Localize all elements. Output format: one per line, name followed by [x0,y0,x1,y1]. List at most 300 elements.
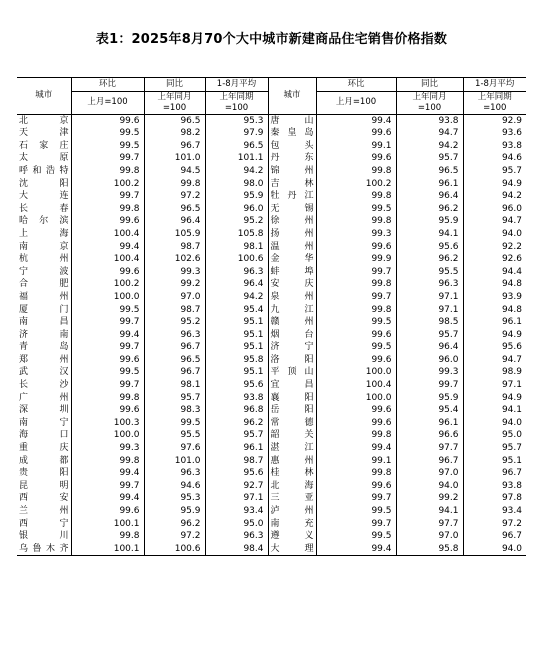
mom-cell-right: 99.6 [316,127,396,140]
avg-cell-right: 93.9 [463,291,526,304]
avg-cell-left: 92.7 [205,480,268,493]
yoy-cell-right: 99.7 [396,379,463,392]
city-cell-right: 大理 [268,543,316,556]
yoy-cell-right: 99.2 [396,492,463,505]
yoy-cell-left: 99.8 [144,178,205,191]
avg-header-left: 1-8月平均 [205,78,268,92]
mom-cell-right: 99.6 [316,480,396,493]
table-row [17,429,526,442]
table-row [17,505,526,518]
mom-cell-left: 99.6 [71,404,144,417]
city-cell-left: 杭州 [19,254,69,265]
city-cell-left: 沈阳 [19,178,69,189]
yoy-cell-left: 100.6 [144,543,205,556]
table-row [17,366,526,379]
city-cell-left: 济南 [19,329,69,340]
yoy-cell-right: 95.6 [396,241,463,254]
avg-cell-right: 94.0 [463,228,526,241]
table-row [17,480,526,493]
avg-cell-left: 96.4 [205,278,268,291]
city-cell-left: 深圳 [19,405,69,416]
mom-cell-right: 99.8 [316,215,396,228]
mom-cell-left: 100.0 [71,291,144,304]
mom-cell-left: 99.8 [71,203,144,216]
avg-cell-left: 95.1 [205,366,268,379]
city-cell-right: 温州 [268,241,316,254]
avg-cell-left: 95.1 [205,316,268,329]
yoy-cell-right: 97.7 [396,518,463,531]
yoy-cell-left: 98.7 [144,241,205,254]
yoy-cell-left: 96.5 [144,114,205,127]
mom-cell-right: 99.4 [316,543,396,556]
table-row [17,203,526,216]
table-row [17,304,526,317]
yoy-cell-right: 97.7 [396,442,463,455]
avg-cell-left: 96.8 [205,404,268,417]
city-header-left: 城市 [17,78,71,115]
mom-cell-left: 99.6 [71,114,144,127]
yoy-cell-right: 96.2 [396,203,463,216]
city-cell-right: 唐山 [268,114,316,127]
city-cell-right: 蚌埠 [268,266,316,279]
city-cell-right: 宜昌 [268,379,316,392]
city-cell-right: 徐州 [268,215,316,228]
yoy-cell-left: 97.0 [144,291,205,304]
table-row [17,241,526,254]
avg-cell-right: 96.1 [463,316,526,329]
avg-cell-right: 94.7 [463,354,526,367]
table-row [17,190,526,203]
city-cell-left: 贵阳 [19,468,69,479]
city-cell-left: 郑州 [19,354,69,365]
yoy-cell-right: 94.7 [396,127,463,140]
city-cell-right: 锦州 [268,165,316,178]
table-row [17,228,526,241]
table-row [17,392,526,405]
city-cell-right: 金华 [268,253,316,266]
mom-cell-right: 100.0 [316,392,396,405]
city-cell-right: 吉林 [268,178,316,191]
yoy-cell-right: 94.0 [396,480,463,493]
city-cell-right: 平顶山 [268,366,316,379]
mom-cell-right: 99.5 [316,316,396,329]
mom-cell-left: 99.7 [71,341,144,354]
avg-cell-right: 94.8 [463,278,526,291]
yoy-cell-left: 95.9 [144,505,205,518]
mom-cell-left: 99.7 [71,190,144,203]
mom-header-left: 环比 [71,78,144,92]
city-cell-right: 湛江 [268,442,316,455]
avg-cell-right: 94.0 [463,543,526,556]
avg-cell-left: 95.7 [205,429,268,442]
table-row [17,165,526,178]
mom-cell-right: 99.5 [316,203,396,216]
yoy-cell-right: 94.1 [396,228,463,241]
city-cell-left: 乌鲁木齐 [19,543,69,554]
yoy-cell-left: 99.2 [144,278,205,291]
table-row [17,417,526,430]
yoy-cell-left: 99.3 [144,266,205,279]
avg-cell-left: 95.0 [205,518,268,531]
avg-cell-left: 93.8 [205,392,268,405]
mom-cell-right: 99.6 [316,241,396,254]
avg-cell-left: 98.4 [205,543,268,556]
city-cell-left: 南宁 [19,417,69,428]
city-cell-left: 昆明 [19,480,69,491]
table-row [17,291,526,304]
avg-cell-left: 100.6 [205,253,268,266]
mom-cell-left: 100.4 [71,228,144,241]
yoy-cell-right: 94.1 [396,505,463,518]
avg-sub-left: 上年同期=100 [205,91,268,114]
table-row [17,404,526,417]
city-cell-left: 长春 [19,203,69,214]
mom-cell-right: 99.6 [316,329,396,342]
city-cell-right: 无锡 [268,203,316,216]
yoy-cell-right: 97.1 [396,291,463,304]
yoy-cell-right: 97.0 [396,467,463,480]
mom-cell-left: 99.4 [71,467,144,480]
yoy-cell-left: 102.6 [144,253,205,266]
avg-cell-left: 93.4 [205,505,268,518]
mom-cell-left: 100.2 [71,278,144,291]
city-cell-left: 武汉 [19,367,69,378]
avg-cell-right: 94.9 [463,178,526,191]
table-row [17,329,526,342]
city-cell-right: 洛阳 [268,354,316,367]
table-row [17,178,526,191]
yoy-cell-right: 96.4 [396,190,463,203]
mom-cell-right: 99.1 [316,140,396,153]
table-row [17,530,526,543]
header-row-1 [17,78,526,92]
yoy-cell-right: 98.5 [396,316,463,329]
yoy-cell-left: 95.2 [144,316,205,329]
avg-cell-left: 95.6 [205,467,268,480]
avg-cell-right: 98.9 [463,366,526,379]
mom-cell-left: 100.4 [71,253,144,266]
avg-cell-left: 105.8 [205,228,268,241]
avg-cell-right: 94.4 [463,266,526,279]
avg-cell-left: 95.8 [205,354,268,367]
city-cell-right: 丹东 [268,152,316,165]
city-cell-right: 三亚 [268,492,316,505]
city-cell-left: 成都 [19,455,69,466]
city-cell-right: 安庆 [268,278,316,291]
mom-cell-left: 100.1 [71,543,144,556]
city-cell-right: 泉州 [268,291,316,304]
avg-cell-right: 92.2 [463,241,526,254]
yoy-cell-left: 96.7 [144,341,205,354]
mom-cell-right: 99.7 [316,291,396,304]
table-row [17,278,526,291]
city-cell-left: 北京 [19,115,69,126]
avg-cell-right: 93.8 [463,480,526,493]
yoy-cell-left: 97.2 [144,530,205,543]
city-cell-left: 西宁 [19,518,69,529]
mom-cell-right: 99.7 [316,266,396,279]
yoy-cell-right: 96.4 [396,341,463,354]
city-cell-right: 北海 [268,480,316,493]
table-row [17,518,526,531]
avg-cell-left: 95.3 [205,114,268,127]
yoy-cell-left: 99.5 [144,417,205,430]
mom-cell-right: 99.6 [316,404,396,417]
city-cell-left: 兰州 [19,506,69,516]
avg-cell-right: 93.4 [463,505,526,518]
avg-cell-right: 95.7 [463,442,526,455]
mom-cell-right: 99.4 [316,114,396,127]
yoy-header-left: 同比 [144,78,205,92]
avg-cell-right: 93.8 [463,140,526,153]
table-row [17,467,526,480]
avg-cell-right: 94.6 [463,152,526,165]
avg-cell-right: 95.7 [463,165,526,178]
yoy-cell-right: 96.2 [396,253,463,266]
mom-cell-right: 99.7 [316,492,396,505]
mom-cell-right: 99.7 [316,518,396,531]
city-cell-left: 上海 [19,228,69,239]
city-cell-left: 海口 [19,430,69,441]
city-cell-left: 合肥 [19,279,69,290]
table-row [17,316,526,329]
yoy-cell-right: 95.9 [396,215,463,228]
mom-cell-right: 99.8 [316,278,396,291]
yoy-cell-left: 95.7 [144,392,205,405]
yoy-cell-left: 95.5 [144,429,205,442]
table-row [17,266,526,279]
city-cell-left: 重庆 [19,443,69,454]
mom-cell-right: 100.4 [316,379,396,392]
yoy-cell-left: 96.7 [144,140,205,153]
mom-cell-right: 99.6 [316,152,396,165]
city-cell-right: 桂林 [268,467,316,480]
mom-cell-right: 100.2 [316,178,396,191]
mom-cell-right: 99.4 [316,442,396,455]
mom-cell-right: 99.1 [316,455,396,468]
table-row [17,253,526,266]
table-row [17,354,526,367]
table-body [17,114,526,556]
city-cell-left: 青岛 [19,342,69,353]
yoy-cell-right: 95.7 [396,152,463,165]
avg-cell-left: 94.2 [205,165,268,178]
city-cell-right: 遵义 [268,530,316,543]
avg-cell-left: 96.3 [205,266,268,279]
avg-cell-left: 96.1 [205,442,268,455]
avg-cell-right: 94.9 [463,329,526,342]
mom-cell-right: 99.8 [316,429,396,442]
avg-cell-right: 94.0 [463,417,526,430]
city-cell-left: 西安 [19,493,69,504]
avg-cell-right: 95.1 [463,455,526,468]
yoy-cell-left: 96.2 [144,518,205,531]
yoy-cell-left: 96.5 [144,203,205,216]
mom-cell-left: 99.8 [71,165,144,178]
city-cell-left: 天津 [19,128,69,139]
avg-cell-right: 94.7 [463,215,526,228]
city-cell-left: 南昌 [19,317,69,328]
yoy-cell-left: 98.2 [144,127,205,140]
mom-cell-right: 99.8 [316,467,396,480]
table-row [17,152,526,165]
table-row [17,114,526,127]
mom-cell-left: 99.8 [71,455,144,468]
city-cell-left: 长沙 [19,380,69,391]
avg-cell-left: 96.0 [205,203,268,216]
city-cell-left: 福州 [19,291,69,302]
avg-cell-right: 94.1 [463,404,526,417]
yoy-cell-right: 93.8 [396,114,463,127]
yoy-cell-right: 95.8 [396,543,463,556]
city-cell-right: 济宁 [268,341,316,354]
mom-cell-left: 99.7 [71,152,144,165]
yoy-cell-left: 94.5 [144,165,205,178]
yoy-cell-right: 97.1 [396,304,463,317]
avg-cell-right: 96.7 [463,467,526,480]
mom-cell-right: 99.9 [316,253,396,266]
city-cell-left: 银川 [19,531,69,542]
yoy-cell-left: 96.3 [144,467,205,480]
avg-cell-left: 97.1 [205,492,268,505]
mom-cell-left: 99.7 [71,316,144,329]
city-cell-right: 惠州 [268,455,316,468]
yoy-sub-left: 上年同月=100 [144,91,205,114]
price-index-table [17,77,526,556]
avg-cell-right: 94.9 [463,392,526,405]
yoy-cell-right: 96.5 [396,165,463,178]
avg-cell-left: 98.7 [205,455,268,468]
city-cell-left: 呼和浩特 [19,165,69,176]
mom-cell-left: 99.8 [71,392,144,405]
city-cell-right: 九江 [268,304,316,317]
avg-cell-left: 96.2 [205,417,268,430]
city-cell-left: 太原 [19,153,69,164]
yoy-cell-right: 95.4 [396,404,463,417]
mom-cell-right: 99.6 [316,354,396,367]
avg-cell-left: 95.4 [205,304,268,317]
table-row [17,127,526,140]
city-header-right: 城市 [268,78,316,115]
yoy-cell-right: 94.2 [396,140,463,153]
mom-cell-right: 99.5 [316,505,396,518]
yoy-cell-right: 96.0 [396,354,463,367]
avg-cell-left: 95.9 [205,190,268,203]
mom-cell-left: 99.6 [71,354,144,367]
yoy-cell-left: 96.3 [144,329,205,342]
table-row [17,455,526,468]
table-row [17,492,526,505]
mom-cell-right: 99.3 [316,228,396,241]
yoy-cell-right: 95.5 [396,266,463,279]
mom-sub-right: 上月=100 [316,91,396,114]
yoy-cell-right: 96.6 [396,429,463,442]
avg-cell-right: 94.2 [463,190,526,203]
yoy-cell-right: 99.3 [396,366,463,379]
avg-header-right: 1-8月平均 [463,78,526,92]
city-cell-left: 石家庄 [19,140,69,151]
yoy-cell-left: 105.9 [144,228,205,241]
avg-cell-left: 95.2 [205,215,268,228]
avg-cell-left: 95.6 [205,379,268,392]
mom-cell-left: 99.6 [71,215,144,228]
city-cell-left: 南京 [19,241,69,252]
mom-cell-right: 99.6 [316,417,396,430]
table-row [17,215,526,228]
city-cell-left: 宁波 [19,266,69,277]
avg-cell-right: 93.6 [463,127,526,140]
yoy-cell-right: 95.7 [396,329,463,342]
city-cell-right: 泸州 [268,505,316,518]
avg-cell-right: 97.2 [463,518,526,531]
city-cell-left: 厦门 [19,304,69,315]
yoy-cell-left: 101.0 [144,455,205,468]
city-cell-left: 大连 [19,191,69,202]
avg-cell-right: 97.8 [463,492,526,505]
mom-cell-left: 100.3 [71,417,144,430]
mom-cell-left: 100.0 [71,429,144,442]
city-cell-right: 秦皇岛 [268,127,316,140]
mom-cell-right: 99.5 [316,341,396,354]
yoy-cell-left: 98.1 [144,379,205,392]
yoy-cell-left: 96.7 [144,366,205,379]
yoy-cell-right: 95.9 [396,392,463,405]
mom-cell-left: 99.5 [71,366,144,379]
mom-cell-left: 100.2 [71,178,144,191]
table-row [17,543,526,556]
mom-cell-left: 99.4 [71,241,144,254]
yoy-cell-right: 96.1 [396,417,463,430]
avg-cell-left: 95.1 [205,341,268,354]
yoy-sub-right: 上年同月=100 [396,91,463,114]
mom-cell-left: 99.8 [71,530,144,543]
city-cell-right: 岳阳 [268,404,316,417]
avg-cell-right: 95.6 [463,341,526,354]
mom-cell-left: 99.5 [71,140,144,153]
mom-cell-left: 99.6 [71,266,144,279]
yoy-cell-left: 97.2 [144,190,205,203]
mom-cell-left: 99.4 [71,492,144,505]
city-cell-right: 牡丹江 [268,190,316,203]
yoy-cell-left: 98.3 [144,404,205,417]
mom-header-right: 环比 [316,78,396,92]
yoy-cell-right: 96.7 [396,455,463,468]
city-cell-right: 烟台 [268,329,316,342]
mom-cell-left: 99.6 [71,505,144,518]
avg-cell-left: 96.3 [205,530,268,543]
yoy-header-right: 同比 [396,78,463,92]
avg-cell-left: 98.0 [205,178,268,191]
avg-cell-right: 95.0 [463,429,526,442]
mom-cell-right: 99.5 [316,530,396,543]
avg-cell-right: 92.9 [463,114,526,127]
mom-cell-left: 100.1 [71,518,144,531]
yoy-cell-left: 96.5 [144,354,205,367]
table-row [17,379,526,392]
avg-cell-right: 96.0 [463,203,526,216]
avg-cell-left: 101.1 [205,152,268,165]
city-cell-right: 常德 [268,417,316,430]
city-cell-right: 襄阳 [268,392,316,405]
mom-cell-left: 99.5 [71,304,144,317]
mom-cell-left: 99.4 [71,329,144,342]
yoy-cell-left: 94.6 [144,480,205,493]
mom-cell-left: 99.5 [71,127,144,140]
mom-cell-right: 99.8 [316,165,396,178]
city-cell-right: 包头 [268,140,316,153]
yoy-cell-left: 96.4 [144,215,205,228]
yoy-cell-right: 96.1 [396,178,463,191]
